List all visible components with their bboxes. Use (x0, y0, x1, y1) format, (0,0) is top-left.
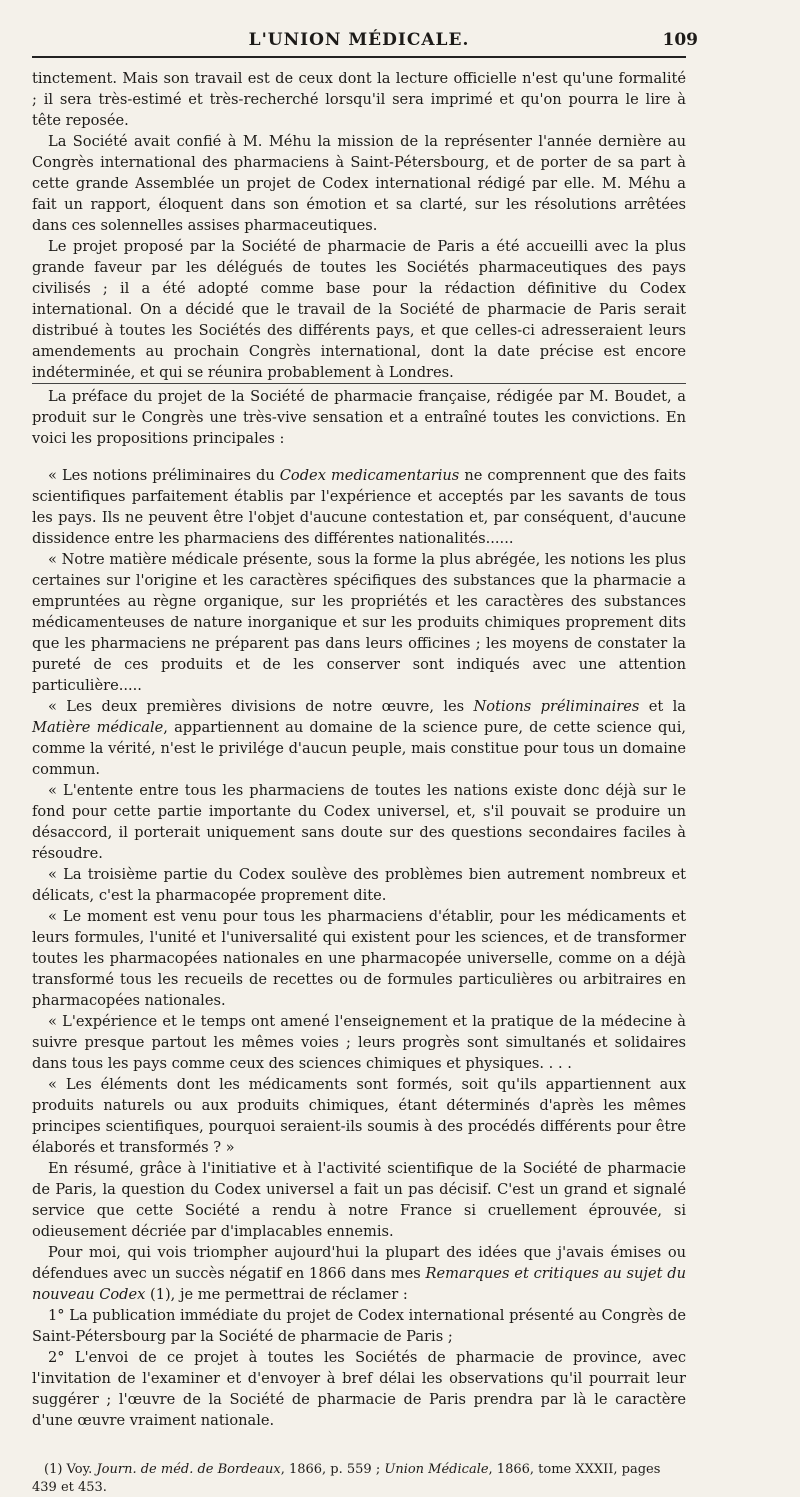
footnote-text-b: , 1866, p. 559 ; (280, 1462, 385, 1477)
quote-3-title-1: Notions préliminaires (473, 698, 640, 715)
page-header (32, 28, 698, 58)
paragraph-3: Le projet proposé par la Société de pharmacie de Paris a été accueilli avec la plus grande faveur par les délégués de toutes les Sociétés pharmaceutiques des pays civilisés ; il a été adopté comme base pour la rédaction définitive du Codex international. On a décidé que le travail de la Société de pharmacie de Paris serait distribué à toutes les Sociétés des différents pays, et que celles-ci adresseraient leurs amendements au prochain Congrès international, dont la date précise est encore indéterminée, et qui se réunira probablement à Londres. (32, 238, 686, 381)
paragraph-6-text-a: Pour moi, qui vois triompher aujourd'hui la plupart des idées que j'avais émises ou défendues avec un succès négatif en 1866 dans mes (32, 1244, 686, 1282)
paragraph-6-title: Remarques et critiques au sujet du nouveau Codex (32, 1265, 686, 1303)
list-item-1: 1° La publication immédiate du projet de Codex international présenté au Congrès de Saint-Pétersbourg par la Société de pharmacie de Paris ; (32, 1307, 686, 1345)
quote-1-text-a: « Les notions préliminaires du (48, 467, 280, 484)
quote-1 (32, 465, 686, 549)
paragraph-6-text-b: (1), je me permettrai de réclamer : (145, 1286, 408, 1303)
quote-8: « Les éléments dont les médicaments sont formés, soit qu'ils appartiennent aux produits naturels ou aux produits chimiques, étant déterminés d'après les mêmes principes scientifiques, pourquoi seraient-ils soumis à des procédés différents pour être élaborés et transformés ? » (32, 1076, 686, 1156)
quote-3-text-b: et la (639, 698, 686, 715)
running-title: L'UNION MÉDICALE. (248, 30, 470, 50)
article-body (32, 68, 686, 1431)
paragraph-6 (32, 1242, 686, 1305)
paragraph-1: tinctement. Mais son travail est de ceux dont la lecture officielle n'est qu'une formalité ; il sera très-estimé et très-recherché lorsqu'il sera imprimé et qu'on pourra le lire à tête reposée. (32, 70, 686, 129)
quote-4: « L'entente entre tous les pharmaciens de toutes les nations existe donc déjà sur le fond pour cette partie importante du Codex universel, et, s'il pouvait se produire un désaccord, il porterait uniquement sans doute sur des questions secondaires faciles à résoudre. (32, 782, 686, 862)
footnote-text-c: , 1866, tome XXXII, pages 439 et 453. (32, 1462, 661, 1495)
quote-5: « La troisième partie du Codex soulève des problèmes bien autrement nombreux et délicats, c'est la pharmacopée proprement dite. (32, 866, 686, 904)
quote-3 (32, 696, 686, 780)
paragraph-5: En résumé, grâce à l'initiative et à l'activité scientifique de la Société de pharmacie de Paris, la question du Codex universel a fait un pas décisif. C'est un grand et signalé service que cette Société a rendu à notre France si cruellement éprouvée, si odieusement décriée par d'implacables ennemis. (32, 1160, 686, 1240)
quote-3-text-c: , appartiennent au domaine de la science pure, de cette science qui, comme la vérité, n'est le privilége d'aucun peuple, mais constitue pour tous un domaine commun. (32, 719, 686, 778)
page-number: 109 (662, 30, 698, 50)
footnote-journal-title: Journ. de méd. de Bordeaux (96, 1462, 281, 1477)
quote-6: « Le moment est venu pour tous les pharmaciens d'établir, pour les médicaments et leurs formules, l'unité et l'universalité qui existent pour les sciences, et de transformer toutes les pharmacopées nationales en une pharmacopée universelle, comme on a déjà transformé tous les recueils de recettes ou de formules particulières ou arbitraires en pharmacopées nationales. (32, 908, 686, 1009)
quote-1-text-b: ne comprennent que des faits scientifiques parfaitement établis par l'expérience et acceptés par les savants de tous les pays. Ils ne peuvent être l'objet d'aucune contestation et, par conséquent, d'aucune dissidence entre les pharmaciens des différentes nationalités...... (32, 467, 686, 547)
quote-1-title: Codex medicamentarius (279, 467, 460, 484)
footnote (32, 1461, 686, 1497)
quote-3-text-a: « Les deux premières divisions de notre œuvre, les (48, 698, 474, 715)
list-item-2: 2° L'envoi de ce projet à toutes les Sociétés de pharmacie de province, avec l'invitation de l'examiner et d'envoyer à bref délai les observations qu'il pourrait leur suggérer ; l'œuvre de la Société de pharmacie de Paris prendra par là le caractère d'une œuvre vraiment nationale. (32, 1349, 686, 1429)
quote-7: « L'expérience et le temps ont amené l'enseignement et la pratique de la médecine à suivre presque partout les mêmes voies ; leurs progrès sont simultanés et solidaires dans tous les pays comme ceux des sciences chimiques et physiques. . . . (32, 1013, 686, 1072)
footnote-journal-title-2: Union Médicale (384, 1462, 489, 1477)
paragraph-4: La préface du projet de la Société de pharmacie française, rédigée par M. Boudet, a produit sur le Congrès une très-vive sensation et a entraîné toutes les convictions. En voici les propositions principales : (32, 383, 686, 449)
footnote-text (32, 1461, 686, 1497)
footnote-text-a: (1) Voy. (44, 1462, 97, 1477)
paragraph-2: La Société avait confié à M. Méhu la mission de la représenter l'année dernière au Congrès international des pharmaciens à Saint-Pétersbourg, et de porter de sa part à cette grande Assemblée un projet de Codex international rédigé par elle. M. Méhu a fait un rapport, éloquent dans son émotion et sa clarté, sur les résolutions arrêtées dans ces solennelles assises pharmaceutiques. (32, 133, 686, 234)
quote-2: « Notre matière médicale présente, sous la forme la plus abrégée, les notions les plus certaines sur l'origine et les caractères spécifiques des substances que la pharmacie a empruntées au règne organique, sur les propriétés et les caractères des substances médicamenteuses de nature inorganique et sur les produits chimiques proprement dits que les pharmaciens ne préparent pas dans leurs officines ; les moyens de constater la pureté de ces produits et de les conserver sont indiqués avec une attention particulière..... (32, 551, 686, 694)
quote-3-title-2: Matière médicale (32, 719, 164, 736)
